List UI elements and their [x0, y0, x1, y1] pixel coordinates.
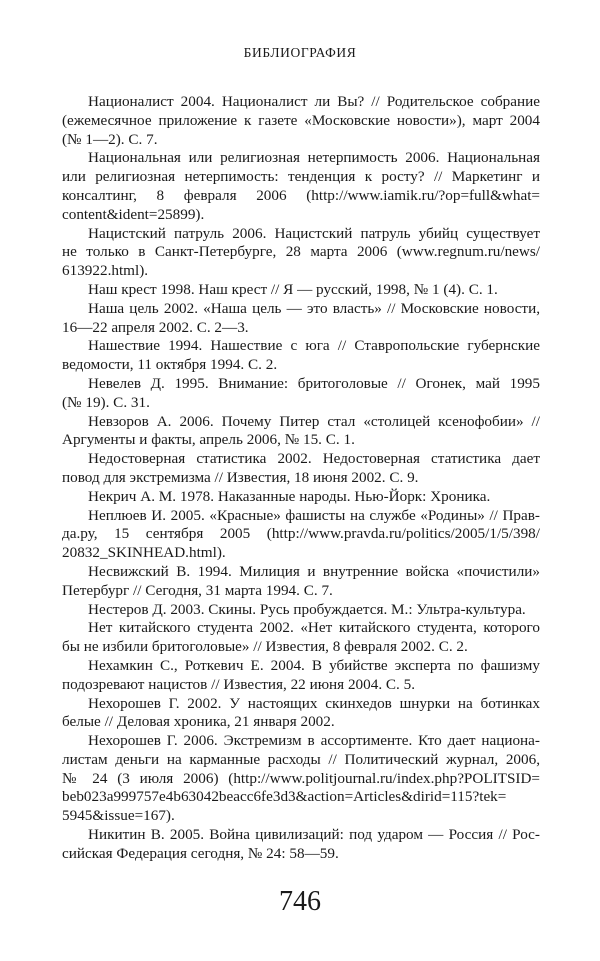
entry-line: 5945&issue=167). — [62, 807, 175, 825]
entry-line: Наша цель 2002. «Наша цель — это власть» // Московские новости, — [88, 299, 540, 317]
entry-line: Недостоверная статистика 2002. Недостоверная статистика дает — [88, 450, 540, 468]
entry-line: Нехорошев Г. 2006. Экстремизм в ассортименте. Кто дает национа- — [88, 732, 540, 750]
bibliography-entry — [62, 732, 540, 826]
bibliography-entry — [62, 619, 540, 657]
entry-line: повод для экстремизма // Известия, 18 июня 2002. С. 9. — [62, 468, 419, 486]
bibliography-entry — [62, 695, 540, 733]
entry-line: Нехамкин С., Роткевич Е. 2004. В убийстве эксперта по фашизму — [88, 656, 540, 674]
running-head: БИБЛИОГРАФИЯ — [243, 45, 357, 60]
bibliography-entry — [62, 225, 540, 281]
bibliography-list — [62, 93, 540, 864]
bibliography-entry — [62, 450, 540, 488]
bibliography-entry — [62, 507, 540, 563]
entry-line: content&ident=25899). — [62, 205, 205, 223]
entry-line: Петербург // Сегодня, 31 марта 1994. С. 7. — [62, 581, 333, 599]
entry-line: Некрич А. М. 1978. Наказанные народы. Нью-Йорк: Хроника. — [88, 487, 491, 505]
entry-line: подозревают нацистов // Известия, 22 июня 2004. С. 5. — [62, 675, 416, 693]
bibliography-entry — [62, 601, 540, 620]
bibliography-entry — [62, 826, 540, 864]
entry-line: сийская Федерация сегодня, № 24: 58—59. — [62, 844, 339, 862]
entry-line: Нашествие 1994. Нашествие с юга // Ставропольские губернские — [88, 337, 540, 355]
entry-line: Никитин В. 2005. Война цивилизаций: под ударом — Россия // Рос- — [88, 826, 540, 844]
entry-line: Невелев Д. 1995. Внимание: бритоголовые // Огонек, май 1995 — [88, 374, 540, 392]
entry-line: бы не избили бритоголовые» // Известия, 8 февраля 2002. С. 2. — [62, 638, 468, 656]
entry-line: Националист 2004. Националист ли Вы? // Родительское собрание — [88, 93, 540, 110]
bibliography-entry — [62, 488, 540, 507]
entry-line: ведомости, 11 октября 1994. С. 2. — [62, 356, 278, 374]
bibliography-entry — [62, 337, 540, 375]
entry-line: № 24 (3 июля 2006) (http://www.politjournal.ru/index.php?POLITSID= — [62, 769, 540, 787]
entry-line: (№ 1—2). С. 7. — [62, 130, 158, 148]
entry-line: не только в Санкт-Петербурге, 28 марта 2006 (www.regnum.ru/news/ — [62, 243, 540, 261]
bibliography-entry — [62, 413, 540, 451]
entry-line: Нестеров Д. 2003. Скины. Русь пробуждается. М.: Ультра-культура. — [88, 600, 526, 618]
entry-line: (ежемесячное приложение к газете «Московские новости»), март 2004 — [62, 111, 540, 129]
entry-line: Несвижский В. 1994. Милиция и внутренние войска «почистили» — [88, 562, 540, 580]
entry-line: или религиозная нетерпимость: тенденция к росту? // Маркетинг и — [62, 168, 540, 186]
entry-line: белые // Деловая хроника, 21 января 2002. — [62, 713, 335, 731]
entry-line: Невзоров А. 2006. Почему Питер стал «столицей ксенофобии» // — [88, 412, 540, 430]
bibliography-entry — [62, 375, 540, 413]
entry-line: (№ 19). С. 31. — [62, 393, 150, 411]
entry-line: консалтинг, 8 февраля 2006 (http://www.iamik.ru/?op=full&what= — [62, 186, 540, 204]
bibliography-entry — [62, 93, 540, 149]
entry-line: да.ру, 15 сентября 2005 (http://www.pravda.ru/politics/2005/1/5/398/ — [62, 525, 540, 543]
bibliography-entry — [62, 657, 540, 695]
entry-line: Нет китайского студента 2002. «Нет китайского студента, которого — [88, 619, 540, 637]
entry-line: Нехорошев Г. 2002. У настоящих скинхедов шнурки на ботинках — [88, 694, 540, 712]
page-number: 746 — [279, 886, 321, 917]
entry-line: 613922.html). — [62, 262, 149, 280]
entry-line: Неплюев И. 2005. «Красные» фашисты на службе «Родины» // Прав- — [88, 506, 540, 524]
entry-line: Национальная или религиозная нетерпимость 2006. Национальная — [88, 149, 540, 167]
entry-line: 16—22 апреля 2002. С. 2—3. — [62, 318, 249, 336]
entry-line: beb023a999757e4b63042beacc6fe3d3&action=Articles&dirid=115?tek= — [62, 788, 507, 806]
entry-line: Нацистский патруль 2006. Нацистский патруль убийц существует — [88, 224, 540, 242]
entry-line: 20832_SKINHEAD.html). — [62, 544, 226, 562]
bibliography-entry — [62, 300, 540, 338]
bibliography-entry — [62, 563, 540, 601]
entry-line: листам деньги на карманные расходы // Политический журнал, 2006, — [62, 750, 540, 768]
bibliography-entry — [62, 149, 540, 224]
bibliography-entry — [62, 281, 540, 300]
entry-line: Наш крест 1998. Наш крест // Я — русский, 1998, № 1 (4). С. 1. — [88, 280, 498, 298]
entry-line: Аргументы и факты, апрель 2006, № 15. С. 1. — [62, 431, 355, 449]
